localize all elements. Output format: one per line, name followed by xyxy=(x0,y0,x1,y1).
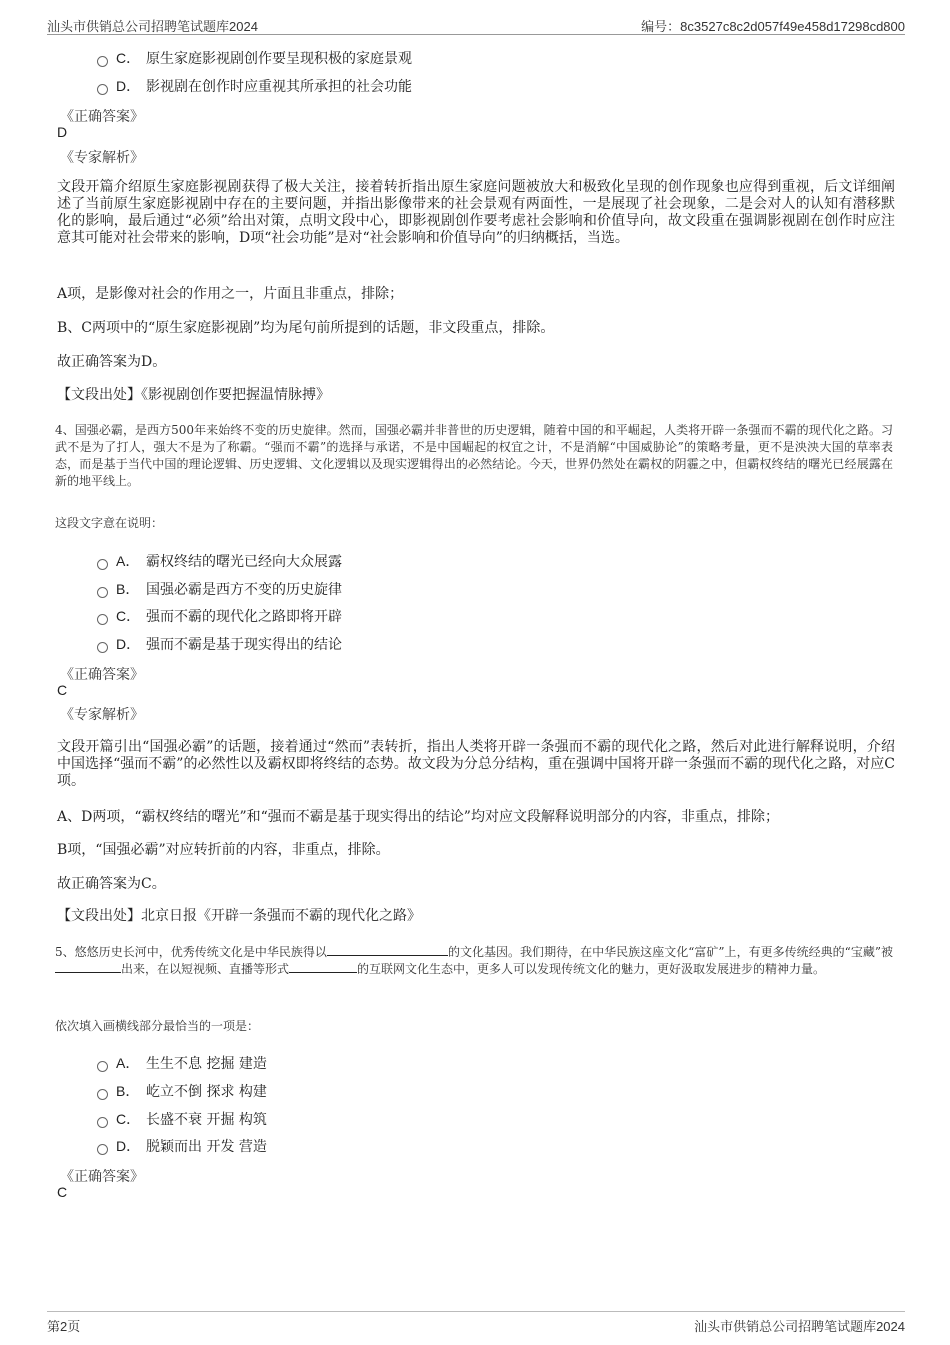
radio-icon[interactable] xyxy=(97,1117,108,1128)
fill-blank xyxy=(289,961,357,973)
header-doc-id: 编号：8c3527c8c2d057f49e458d17298cd800 xyxy=(641,19,905,34)
q4-option-b[interactable]: B． 国强必霸是西方不变的历史旋律 xyxy=(97,580,342,599)
question-prompt: 这段文字意在说明： xyxy=(55,516,164,530)
analysis-text: 文段开篇介绍原生家庭影视剧获得了极大关注，接着转折指出原生家庭问题被放大和极致化呈现的创作现象也应得到重视，后文详细阐述了当前原生家庭影视剧中存在的主要问题，并指出影像带来的社会景观有两面性，一是展现了社会现象，二是会对人的认知有潜移默化的影响，最后通过“必须”给出对策，点明文段中心，即影视剧创作要考虑社会影响和价值导向，故文段重在强调影视剧在创作时应注意其可能对社会带来的影响，D项“社会功能”是对“社会影响和价值导向”的归纳概括，当选。 xyxy=(57,179,895,246)
fill-blank xyxy=(327,944,448,956)
conclusion: 故正确答案为C。 xyxy=(57,876,166,892)
source: 【文段出处】北京日报《开辟一条强而不霸的现代化之路》 xyxy=(57,908,421,924)
radio-icon[interactable] xyxy=(97,1061,108,1072)
conclusion: 故正确答案为D。 xyxy=(57,354,167,370)
answer-label: 《正确答案》 xyxy=(60,1169,144,1185)
analysis-label: 《专家解析》 xyxy=(60,150,144,166)
radio-icon[interactable] xyxy=(97,642,108,653)
q5-option-b[interactable]: B． 屹立不倒 探求 构建 xyxy=(97,1082,267,1101)
source: 【文段出处】《影视剧创作要把握温情脉搏》 xyxy=(57,387,330,403)
header-title: 汕头市供销总公司招聘笔试题库2024 xyxy=(47,19,258,34)
page-footer xyxy=(47,1311,905,1334)
q3-option-c[interactable]: C． 原生家庭影视剧创作要呈现积极的家庭景观 xyxy=(97,49,412,68)
fill-blank xyxy=(55,961,121,973)
q3-option-d[interactable]: D． 影视剧在创作时应重视其所承担的社会功能 xyxy=(97,77,412,96)
analysis-text: 文段开篇引出“国强必霸”的话题，接着通过“然而”表转折，指出人类将开辟一条强而不霸的现代化之路，然后对此进行解释说明，介绍中国选择“强而不霸”的必然性以及霸权即将终结的态势。故文段为分总分结构，重在强调中国将开辟一条强而不霸的现代化之路，对应C项。 xyxy=(57,739,895,789)
question-prompt: 依次填入画横线部分最恰当的一项是： xyxy=(55,1019,260,1033)
analysis-note: A项，是影像对社会的作用之一，片面且非重点，排除； xyxy=(57,286,404,302)
q4-option-a[interactable]: A． 霸权终结的曙光已经向大众展露 xyxy=(97,552,342,571)
radio-icon[interactable] xyxy=(97,614,108,625)
q4-option-c[interactable]: C． 强而不霸的现代化之路即将开辟 xyxy=(97,607,342,626)
analysis-note: A、D两项，“霸权终结的曙光”和“强而不霸是基于现实得出的结论”均对应文段解释说明部分的内容，非重点，排除； xyxy=(57,809,779,825)
answer-label: 《正确答案》 xyxy=(60,109,144,125)
answer-label: 《正确答案》 xyxy=(60,667,144,683)
analysis-label: 《专家解析》 xyxy=(60,707,144,723)
page-header xyxy=(47,16,905,35)
radio-icon[interactable] xyxy=(97,587,108,598)
answer-value: C xyxy=(57,682,68,698)
q5-option-c[interactable]: C． 长盛不衰 开掘 构筑 xyxy=(97,1110,267,1129)
q5-option-a[interactable]: A． 生生不息 挖掘 建造 xyxy=(97,1054,267,1073)
answer-value: C xyxy=(57,1184,68,1200)
footer-title: 汕头市供销总公司招聘笔试题库2024 xyxy=(694,1319,905,1334)
radio-icon[interactable] xyxy=(97,56,108,67)
q5-option-d[interactable]: D． 脱颖而出 开发 营造 xyxy=(97,1137,267,1156)
analysis-note: B、C两项中的“原生家庭影视剧”均为尾句前所提到的话题，非文段重点，排除。 xyxy=(57,320,555,336)
question-stem: 4、国强必霸，是西方500年来始终不变的历史旋律。然而，国强必霸并非普世的历史逻辑，随着中国的和平崛起，人类将开辟一条强而不霸的现代化之路。习武不是为了打人，强大不是为了称霸。“强而不霸”的选择与承诺，不是中国崛起的权宜之计，不是消解“中国威胁论”的策略考量，更不是泱泱大国的草率表态，而是基于当代中国的理论逻辑、历史逻辑、文化逻辑以及现实逻辑得出的必然结论。今天，世界仍然处在霸权的阴霾之中，但霸权终结的曙光已经展露在新的地平线上。 xyxy=(55,423,893,488)
q4-option-d[interactable]: D． 强而不霸是基于现实得出的结论 xyxy=(97,635,342,654)
page-number: 第2页 xyxy=(47,1319,81,1334)
radio-icon[interactable] xyxy=(97,559,108,570)
radio-icon[interactable] xyxy=(97,84,108,95)
radio-icon[interactable] xyxy=(97,1089,108,1100)
radio-icon[interactable] xyxy=(97,1144,108,1155)
answer-value: D xyxy=(57,124,68,140)
analysis-note: B项，“国强必霸”对应转折前的内容，非重点，排除。 xyxy=(57,842,390,858)
question-stem: 5、悠悠历史长河中，优秀传统文化是中华民族得以 的文化基因。我们期待，在中华民族这座文化“富矿”上，有更多传统经典的“宝藏”被出来，在以短视频、直播等形式 的互联网文化生态中，更多人可以发现传统文化的魅力，更好汲取发展进步的精神力量。 xyxy=(55,945,894,976)
